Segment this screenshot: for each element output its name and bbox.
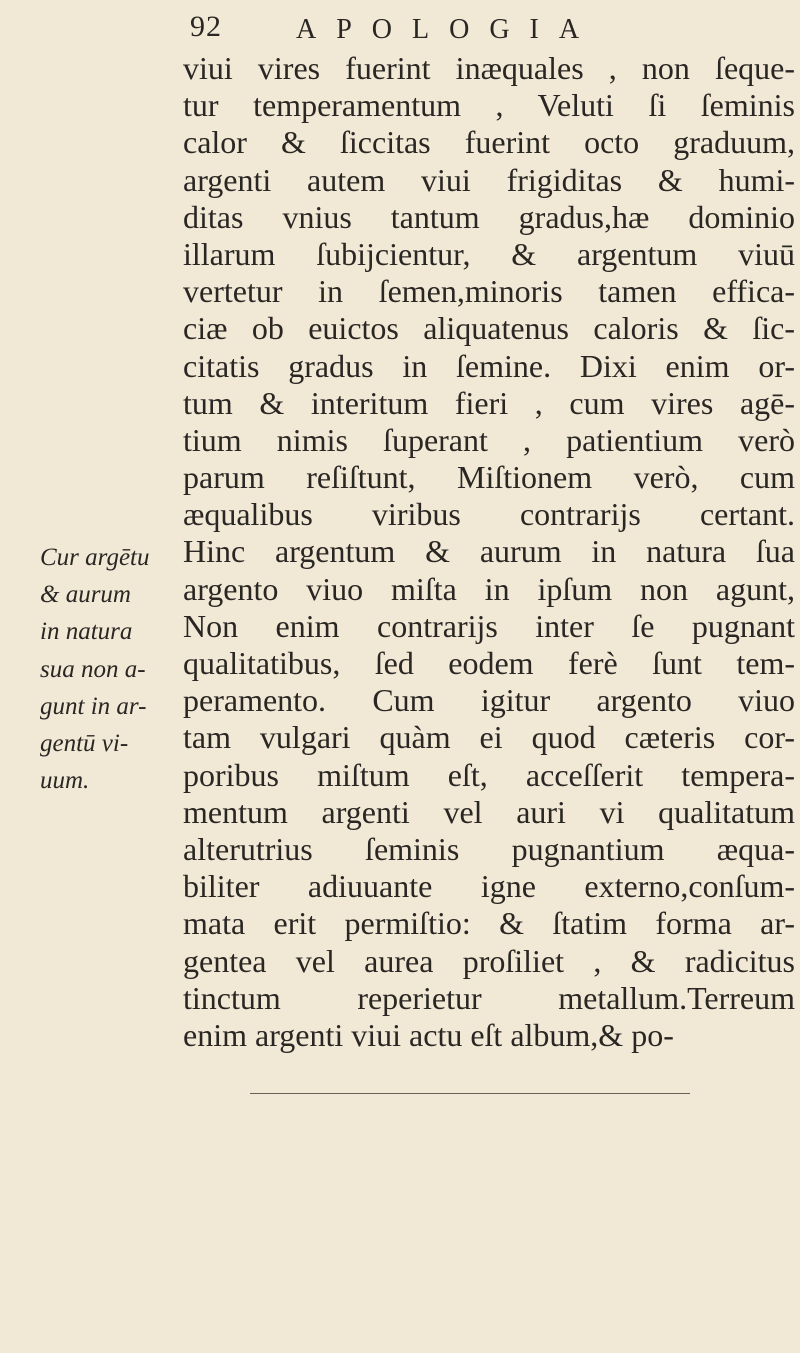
text-line: mentum argenti vel auri vi qualitatum xyxy=(183,793,795,830)
text-line: mata erit permiſtio: & ſtatim forma ar- xyxy=(183,905,795,942)
text-line: enim argenti viui actu eſt album,& po- xyxy=(183,1016,674,1053)
marginal-note xyxy=(40,539,182,799)
running-head: APOLOGIA xyxy=(296,14,600,45)
text-line: qualitatibus, ſed eodem ferè ſunt tem- xyxy=(183,645,795,681)
text-line: ditas vnius tantum gradus,hæ dominio xyxy=(183,198,795,235)
text-line: citatis gradus in ſemine. Dixi enim or- xyxy=(183,347,795,384)
text-line: gentea vel aurea proſiliet , & radicitus xyxy=(183,942,795,979)
marginal-note-line: uum. xyxy=(40,767,90,795)
text-line: illarum ſubijcientur, & argentum viuū xyxy=(183,235,795,272)
text-line: argenti autem viui frigiditas & humi- xyxy=(183,161,795,198)
marginal-note-line: gunt in ar- xyxy=(40,692,147,720)
text-line: ciæ ob euictos aliquatenus caloris & ſic- xyxy=(183,310,795,347)
text-line: Hinc argentum & aurum in natura ſua xyxy=(183,533,795,570)
text-line: Non enim contrarijs inter ſe pugnant xyxy=(183,607,795,644)
text-line: argento viuo miſta in ipſum non agunt, xyxy=(183,570,795,607)
marginal-note-line: sua non a- xyxy=(40,655,146,683)
marginal-note-line: in natura xyxy=(40,618,133,646)
text-line: tam vulgari quàm ei quod cæteris cor- xyxy=(183,719,795,756)
text-line: tum & interitum fieri , cum vires agē- xyxy=(183,384,795,421)
text-line: biliter adiuuante igne externo,conſum- xyxy=(183,868,795,905)
text-line: peramento. Cum igitur argento viuo xyxy=(183,682,795,719)
text-line: viui vires fuerint inæquales , non ſeque- xyxy=(183,50,795,86)
text-line: alterutrius ſeminis pugnantium æqua- xyxy=(183,830,795,867)
main-text-block xyxy=(183,50,795,1054)
text-line: vertetur in ſemen,minoris tamen effica- xyxy=(183,273,795,310)
page-number: 92 xyxy=(190,10,222,43)
page-header xyxy=(0,2,800,46)
bottom-rule xyxy=(250,1093,690,1094)
text-line: tur temperamentum , Veluti ſi ſeminis xyxy=(183,87,795,124)
text-line: poribus miſtum eſt, acceſſerit tempera- xyxy=(183,756,795,793)
marginal-note-line: gentū vi- xyxy=(40,729,129,757)
text-line: calor & ſiccitas fuerint octo graduum, xyxy=(183,124,795,161)
text-line: æqualibus viribus contrarijs certant. xyxy=(183,496,795,533)
marginal-note-line: & aurum xyxy=(40,581,131,609)
text-line: tinctum reperietur metallum.Terreum xyxy=(183,979,795,1016)
text-line: parum reſiſtunt, Miſtionem verò, cum xyxy=(183,459,795,496)
marginal-note-line: Cur argētu xyxy=(40,544,150,571)
text-line: tium nimis ſuperant , patientium verò xyxy=(183,421,795,458)
